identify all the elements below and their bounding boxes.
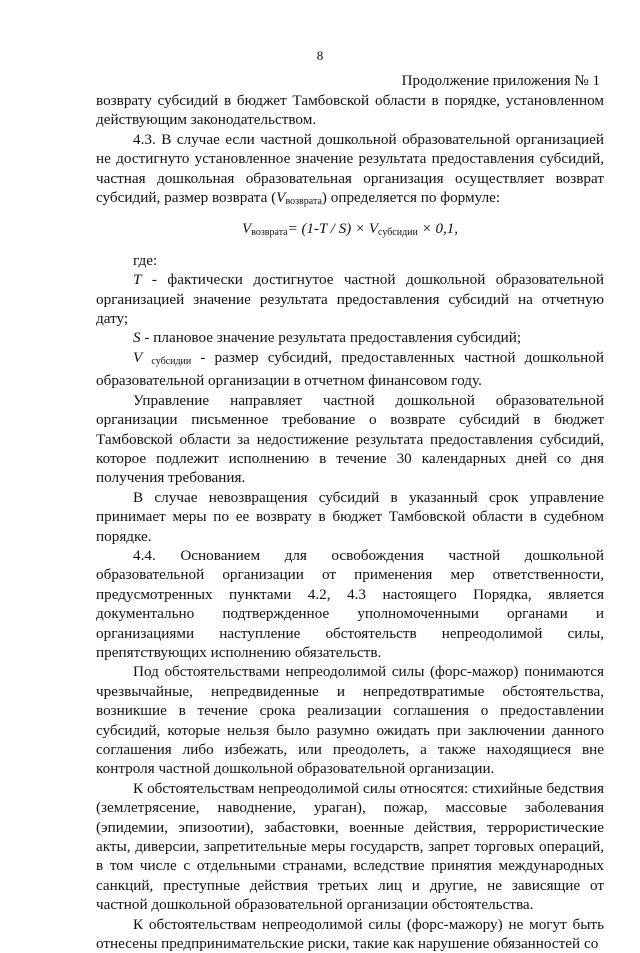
- formula-mid-sub: субсидии: [378, 227, 418, 239]
- formula-mid: = (1-T / S) × V: [287, 221, 379, 238]
- formula-end: × 0,1,: [417, 221, 458, 238]
- paragraph-4-3: [96, 130, 604, 212]
- definition-s-var: S: [133, 329, 141, 347]
- paragraph-force-definition: Под обстоятельствами непреодолимой силы (форс-мажор) понимаются чрезвычайные, непредвиденные и непредотвратимые обстоятельства, возникшие в течение срока реализации соглашения о предоставлении субсидий, которые нельзя было разумно ожидать при заключении данного соглашения либо избежать, или преодолеть, а также находящиеся вне контроля частной дошкольной образовательной организации.: [96, 663, 604, 778]
- definition-v: [96, 348, 604, 391]
- paragraph-force-exclusions: К обстоятельствам непреодолимой силы (форс-мажору) не могут быть отнесены предпринимательские риски, такие как нарушение обязанностей со: [96, 915, 604, 953]
- definition-s-text: - плановое значение результата предоставления субсидий;: [140, 329, 522, 347]
- paragraph-continuation: возврату субсидий в бюджет Тамбовской области в порядке, установленном действующим законодательством.: [96, 92, 604, 129]
- definition-t: [96, 270, 604, 328]
- definition-v-text: - размер субсидий, предоставленных частной дошкольной образовательной организации в отчетном финансовом году.: [96, 348, 604, 390]
- formula-lhs: V: [242, 221, 252, 238]
- paragraph-4-3-var-sub: возврата: [285, 196, 322, 208]
- appendix-label: Продолжение приложения № 1: [401, 73, 600, 89]
- paragraph-force-list: К обстоятельствам непреодолимой силы относятся: стихийные бедствия (землетрясение, наводнение, ураган), пожар, массовые заболевания (эпидемии, эпизоотии), забастовки, военные действия, террористические акты, диверсии, запретительные меры государств, запрет торговых операций, в том числе с отдельными странами, вследствие принятия международных санкций, преступные действия третьих лиц и другие, не зависящие от частной дошкольной образовательной организации обстоятельства.: [96, 779, 604, 914]
- paragraph-4-3-end: ) определяется по формуле:: [321, 189, 501, 207]
- definition-v-sub: субсидии: [151, 355, 192, 367]
- formula: [96, 220, 604, 242]
- paragraph-nonreturn: В случае невозвращения субсидий в указанный срок управление принимает меры по ее возврату в бюджет Тамбовской области в судебном порядке.: [96, 488, 604, 545]
- document-body: [96, 91, 604, 953]
- definition-s: [96, 328, 604, 347]
- where-label: где:: [133, 251, 158, 269]
- definition-t-var: Т: [133, 271, 142, 289]
- paragraph-management: Управление направляет частной дошкольной образовательной организации письменное требование о возврате субсидий в бюджет Тамбовской области за недостижение результата предоставления субсидий, которое подлежит исполнению в течение 30 календарных дней со дня получения требования.: [96, 391, 604, 487]
- paragraph-4-3-var: V: [276, 189, 286, 207]
- paragraph-4-4: 4.4. Основанием для освобождения частной дошкольной образовательной организации от применения мер ответственности, предусмотренных пунктами 4.2, 4.3 настоящего Порядка, является документально подтвержденное уполномоченными органами и организациями наступление обстоятельств непреодолимой силы, препятствующих исполнению обязательств.: [96, 546, 604, 661]
- page-number: 8: [316, 48, 324, 63]
- definition-v-var: V: [133, 348, 143, 366]
- formula-lhs-sub: возврата: [251, 227, 288, 239]
- definition-t-text: - фактически достигнутое частной дошкольной образовательной организацией значение результата предоставления субсидий на отчетную дату;: [96, 271, 604, 328]
- paragraph-4-3-text: 4.3. В случае если частной дошкольной образовательной организацией не достигнуто установленное значение результата предоставления субсидий, частная дошкольная образовательная организация осуществляет возврат субсидий, размер возврата (: [96, 130, 604, 207]
